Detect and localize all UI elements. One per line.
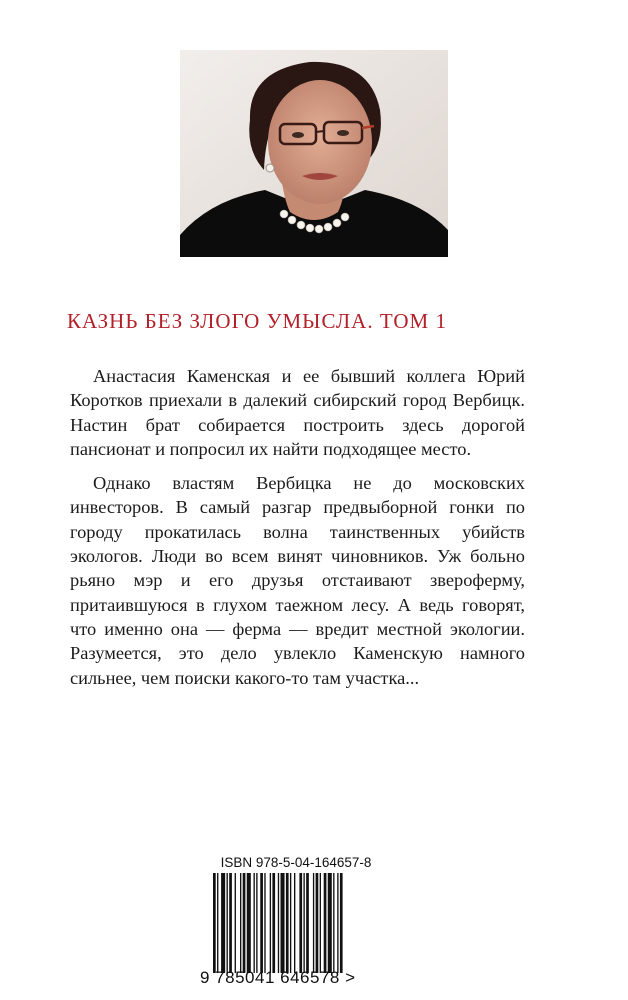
- annotation-paragraph: Анастасия Каменская и ее бывший коллега Юрий Коротков приехали в далекий сибирский город Вербицк. Настин брат собирается построить здесь дорогой пансионат и попросил их найти подходящее место.: [70, 366, 525, 459]
- barcode-bars: [213, 873, 378, 973]
- barcode-digits: 9 785041 646578 >: [200, 968, 356, 987]
- book-title: КАЗНЬ БЕЗ ЗЛОГО УМЫСЛА. ТОМ 1: [67, 309, 447, 333]
- annotation-text: [70, 364, 525, 700]
- isbn-label: ISBN 978-5-04-164657-8: [220, 855, 372, 870]
- annotation-paragraph: Однако властям Вербицка не до московских инвесторов. В самый разгар предвыборной гонки по городу прокатилась волна таинственных убийств экологов. Люди во всем винят чиновников. Уж больно рьяно мэр и его друзья отстаивают звероферму, притаившуюся в глухом таежном лесу. А ведь говорят, что именно она — ферма — вредит местной экологии. Разумеется, это дело увлекло Каменскую намного сильнее, чем поиски какого-то там участка...: [70, 473, 525, 688]
- barcode: [200, 855, 390, 995]
- author-photo: [180, 50, 448, 257]
